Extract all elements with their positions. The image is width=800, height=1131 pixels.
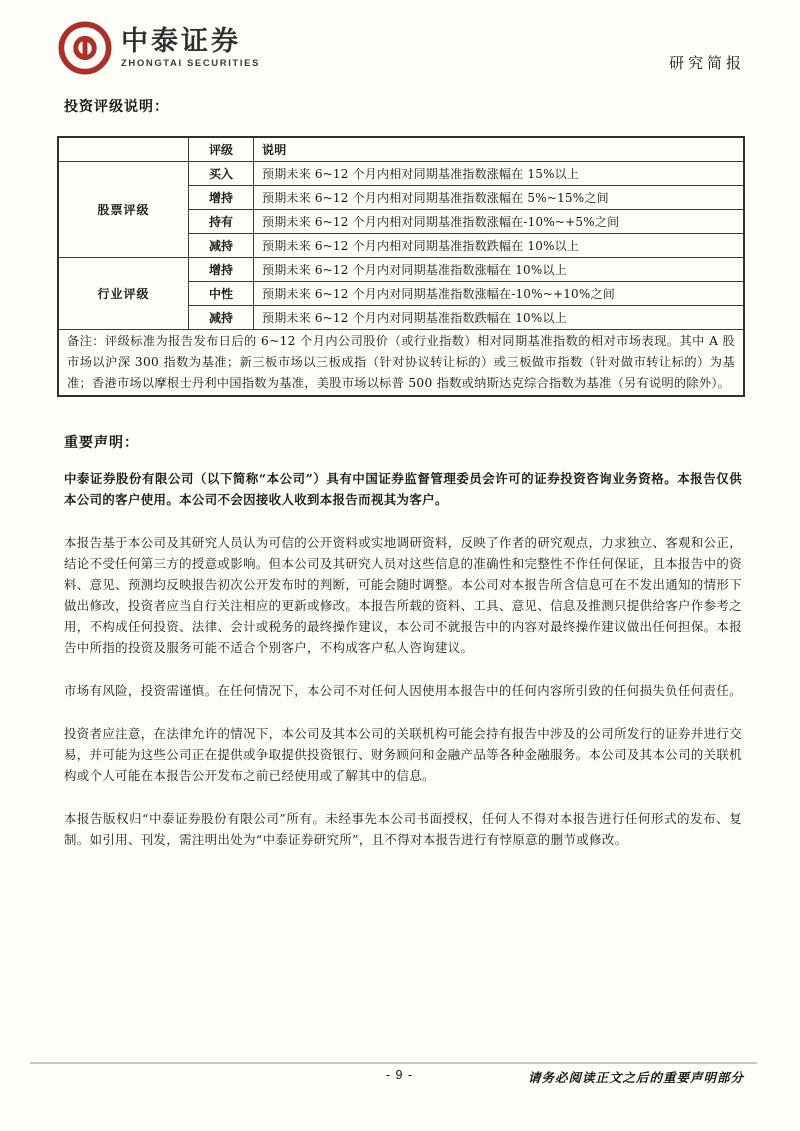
page-header (57, 20, 745, 82)
rating-cell: 增持 (189, 258, 254, 282)
disclaimer-paragraph: 本报告基于本公司及其研究人员认为可信的公开资料或实地调研资料，反映了作者的研究观点，力求独立、客观和公正，结论不受任何第三方的授意或影响。但本公司及其研究人员对这些信息的准确性和完整性不作任何保证，且本报告中的资料、意见、预测均反映报告初次公开发布时的判断，可能会随时调整。本公司对本报告所含信息可在不发出通知的情形下做出修改，投资者应当自行关注相应的更新或修改。本报告所载的资料、工具、意见、信息及推测只提供给客户作参考之用，不构成任何投资、法律、会计或税务的最终操作建议，本公司不就报告中的内容对最终操作建议做出任何担保。本报告中所指的投资及服务可能不适合个别客户，不构成客户私人咨询建议。 (64, 535, 742, 655)
page-number: - 9 - (385, 1068, 414, 1082)
table-note-row (58, 330, 744, 397)
rating-cell: 减持 (189, 306, 254, 330)
brand-text (121, 25, 260, 69)
rating-cell: 减持 (189, 234, 254, 258)
description-cell: 预期未来 6~12 个月内对同期基准指数涨幅在-10%~+10%之间 (254, 282, 745, 306)
rating-section-title: 投资评级说明： (64, 99, 169, 115)
rating-cell: 持有 (189, 210, 254, 234)
description-cell: 预期未来 6~12 个月内相对同期基准指数涨幅在 5%~15%之间 (254, 186, 745, 210)
brand-block (57, 20, 745, 76)
industry-category-cell: 行业评级 (58, 258, 189, 330)
brand-name-cn: 中泰证券 (121, 25, 241, 57)
statement-section-title: 重要声明： (64, 435, 139, 451)
zhongtai-logo-icon (57, 20, 113, 76)
table-note-cell: 备注：评级标准为报告发布日后的 6~12 个月内公司股价（或行业指数）相对同期基准指数的相对市场表现。其中 A 股市场以沪深 300 指数为基准；新三板市场以三板成指（针对协议转让标的）或三板做市指数（针对做市转让标的）为基准；香港市场以摩根士丹利中国指数为基准，美股市场以标普 500 指数或纳斯达克综合指数为基准（另有说明的除外）。 (58, 330, 744, 397)
description-cell: 预期未来 6~12 个月内相对同期基准指数涨幅在-10%~+5%之间 (254, 210, 745, 234)
report-type-label: 研究简报 (668, 54, 745, 72)
disclaimer-paragraph: 本报告版权归“中泰证券股份有限公司”所有。未经事先本公司书面授权，任何人不得对本报告进行任何形式的发布、复制。如引用、刊发，需注明出处为“中泰证券研究所”，且不得对本报告进行有悖原意的删节或修改。 (64, 811, 742, 847)
stock-category-cell: 股票评级 (58, 162, 189, 258)
table-header-row (58, 137, 744, 162)
rating-cell: 买入 (189, 162, 254, 186)
description-cell: 预期未来 6~12 个月内对同期基准指数跌幅在 10%以上 (254, 306, 745, 330)
table-row (58, 258, 744, 282)
disclaimer-paragraphs (64, 468, 742, 872)
description-cell: 预期未来 6~12 个月内相对同期基准指数涨幅在 15%以上 (254, 162, 745, 186)
table-row (58, 162, 744, 186)
rating-cell: 增持 (189, 186, 254, 210)
page-footer (0, 1068, 800, 1088)
rating-cell: 中性 (189, 282, 254, 306)
disclaimer-paragraph: 中泰证券股份有限公司（以下简称“本公司”）具有中国证券监督管理委员会许可的证券投资咨询业务资格。本报告仅供本公司的客户使用。本公司不会因接收人收到本报告而视其为客户。 (64, 471, 742, 507)
brand-name-en: ZHONGTAI SECURITIES (121, 57, 260, 69)
footer-divider (30, 1062, 757, 1064)
rating-table (57, 136, 745, 397)
header-category-cell (58, 137, 189, 162)
header-rating-cell: 评级 (189, 137, 254, 162)
description-cell: 预期未来 6~12 个月内对同期基准指数涨幅在 10%以上 (254, 258, 745, 282)
header-description-cell: 说明 (254, 137, 745, 162)
footer-notice: 请务必阅读正文之后的重要声明部分 (527, 1070, 744, 1085)
disclaimer-paragraph: 市场有风险，投资需谨慎。在任何情况下，本公司不对任何人因使用本报告中的任何内容所引致的任何损失负任何责任。 (64, 683, 742, 698)
disclaimer-paragraph: 投资者应注意，在法律允许的情况下，本公司及其本公司的关联机构可能会持有报告中涉及的公司所发行的证券并进行交易，并可能为这些公司正在提供或争取提供投资银行、财务顾问和金融产品等各种金融服务。本公司及其本公司的关联机构或个人可能在本报告公开发布之前已经使用或了解其中的信息。 (64, 726, 742, 783)
description-cell: 预期未来 6~12 个月内相对同期基准指数跌幅在 10%以上 (254, 234, 745, 258)
